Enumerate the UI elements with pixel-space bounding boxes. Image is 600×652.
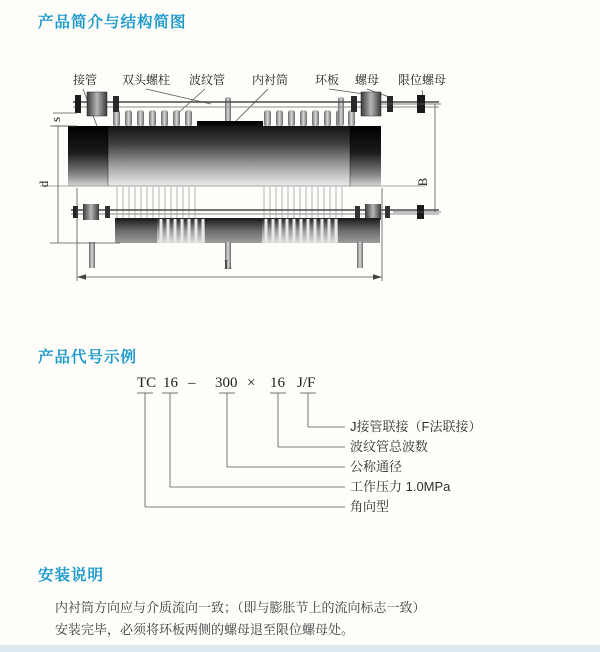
structure-diagram (25, 60, 465, 305)
code-token-waves: 16 (270, 375, 285, 391)
dim-label-l: L (224, 257, 232, 272)
product-code-diagram (120, 372, 595, 522)
part-labels (73, 72, 446, 87)
bellows-convolutions-left (113, 110, 192, 127)
callout-working-pressure: 工作压力 1.0MPa (350, 479, 451, 494)
dimension-b (377, 104, 441, 212)
nut (355, 206, 360, 218)
lower-tie-rod (71, 210, 439, 214)
dimension-s (48, 113, 77, 126)
label-ring-plate: 环板 (314, 73, 340, 87)
label-bellows: 波纹管 (188, 73, 226, 87)
main-body (68, 126, 381, 186)
code-token-pressure: 16 (163, 375, 178, 391)
nut (385, 206, 390, 218)
lower-rod-hardware (73, 204, 424, 220)
right-end-pipe (350, 126, 381, 186)
code-token-times: × (247, 375, 256, 391)
label-inner-liner: 内衬筒 (251, 73, 289, 87)
callout-lines (145, 393, 345, 507)
dim-label-d: d (36, 180, 51, 188)
section-title-install: 安装说明 (38, 567, 105, 584)
nut (351, 96, 357, 112)
upper-tie-rod (73, 102, 439, 107)
product-code (137, 375, 315, 391)
section-title-intro: 产品简介与结构简图 (38, 14, 187, 31)
ring-plate-block (365, 204, 381, 220)
section-fins-left (117, 187, 195, 222)
section-fins-right (264, 187, 342, 222)
install-line-1: 内衬筒方向应与介质流向一致；（即与膨胀节上的流向标志一致） (55, 600, 426, 615)
left-end-pipe (68, 126, 108, 186)
callout-angular-type: 角向型 (350, 499, 390, 514)
nut (113, 96, 119, 112)
callout-nominal-diameter: 公称通径 (350, 459, 403, 474)
dim-label-s: s (48, 116, 63, 122)
label-nut: 螺母 (354, 73, 380, 87)
callout-labels (350, 419, 481, 514)
code-token-diameter: 300 (215, 375, 238, 391)
ring-plate-block (87, 92, 107, 116)
install-line-2: 安装完毕，必须将环板两侧的螺母退至限位螺母处。 (55, 622, 355, 637)
label-connection-pipe: 接管 (72, 73, 98, 87)
label-stud-bolt: 双头螺柱 (121, 73, 171, 87)
code-token-type: TC (137, 375, 157, 391)
section-title-code: 产品代号示例 (38, 349, 138, 366)
nut (75, 95, 81, 113)
code-token-connection: J/F (297, 375, 316, 391)
dim-label-b: B (415, 177, 430, 187)
ring-plate-block (83, 204, 99, 220)
callout-connection: J接管联接（F法联接） (350, 419, 482, 434)
label-limit-nut: 限位螺母 (397, 73, 447, 87)
page-footer-band (0, 645, 600, 652)
code-token-dash: – (188, 375, 196, 391)
install-instructions (55, 597, 545, 641)
nut (105, 206, 110, 218)
callout-wave-count: 波纹管总波数 (350, 439, 429, 454)
lower-body-section (115, 218, 380, 243)
